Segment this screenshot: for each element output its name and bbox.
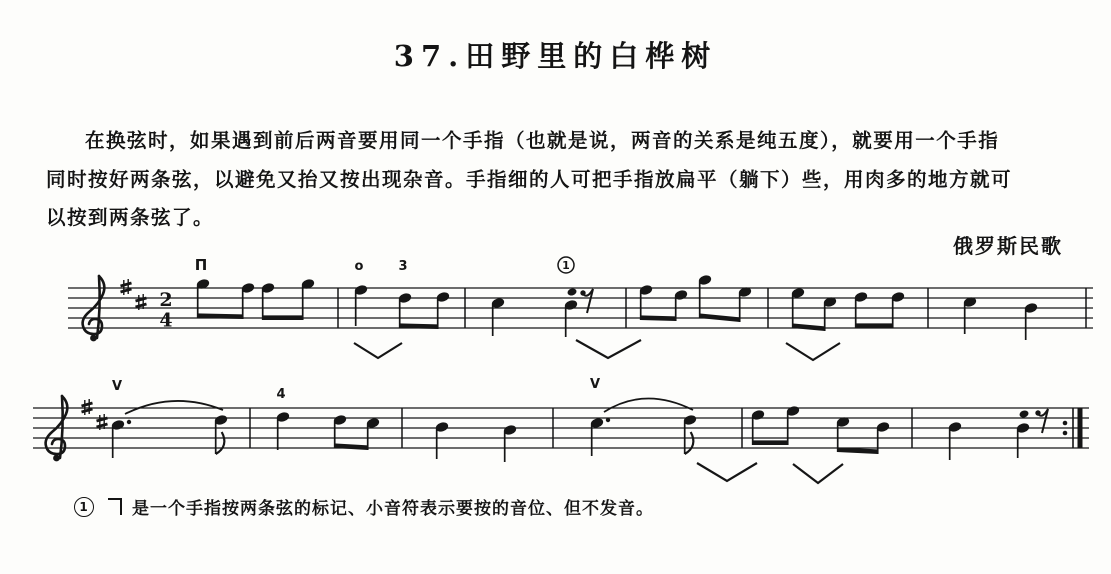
svg-text:V: V — [111, 379, 123, 394]
music-staff-line-2 — [25, 378, 1093, 500]
paragraph-line: 在换弦时，如果遇到前后两音要用同一个手指（也就是说，两音的关系是纯五度），就要用一个手指 — [85, 129, 1000, 152]
staff-1-notation — [58, 248, 1108, 370]
paragraph-line: 以按到两条弦了。 — [46, 206, 215, 229]
svg-text:3: 3 — [398, 259, 408, 274]
music-staff-line-1 — [58, 248, 1108, 374]
staff-2-notation — [25, 378, 1093, 496]
svg-text:4: 4 — [276, 387, 286, 402]
svg-text:2: 2 — [159, 289, 173, 311]
song-attribution: 俄罗斯民歌 — [953, 234, 1063, 258]
svg-text:o: o — [354, 259, 364, 274]
svg-text:1: 1 — [562, 259, 570, 272]
svg-text:V: V — [589, 378, 601, 392]
footnote-marker: 1 — [74, 497, 94, 517]
svg-text:Π: Π — [194, 256, 208, 274]
double-stop-bracket-icon — [108, 498, 122, 515]
svg-text:4: 4 — [159, 309, 173, 332]
page-title: 37.田野里的白桦树 — [393, 39, 718, 73]
paragraph-line: 同时按好两条弦，以避免又抬又按出现杂音。手指细的人可把手指放扁平（躺下）些，用肉多的地方就可 — [46, 167, 1013, 191]
instruction-paragraph — [46, 122, 1070, 238]
footnote-text: 是一个手指按两条弦的标记、小音符表示要按的音位、但不发音。 — [132, 499, 654, 519]
footnote — [74, 494, 654, 519]
